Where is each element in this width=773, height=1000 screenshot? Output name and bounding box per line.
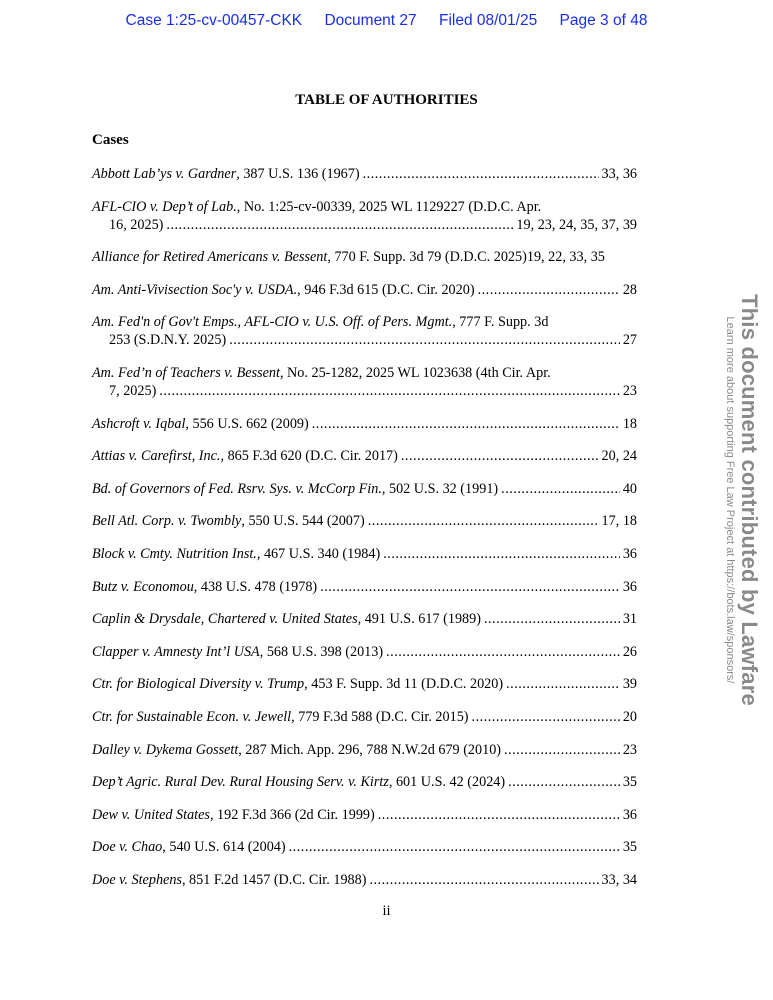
dot-leader: [369, 871, 598, 889]
citation: , 568 U.S. 398 (2013): [259, 643, 384, 660]
case-name: Alliance for Retired Americans v. Bessent: [92, 249, 328, 266]
document-number: Document 27: [324, 12, 417, 29]
ecf-header: [0, 12, 773, 30]
case-name: Am. Fed’n of Teachers v. Bessent: [92, 364, 280, 381]
case-name: Bell Atl. Corp. v. Twombly: [92, 513, 242, 530]
entry-line: [92, 512, 637, 530]
case-name: Dalley v. Dykema Gossett: [92, 741, 239, 758]
dot-leader: [289, 838, 620, 856]
entry-line: [92, 643, 637, 661]
authority-entry: [92, 313, 637, 349]
entry-line: [92, 545, 637, 563]
citation: , 502 U.S. 32 (1991): [381, 480, 499, 497]
dot-leader: [312, 415, 620, 433]
authority-entry: [92, 708, 637, 726]
citation: , 467 U.S. 340 (1984): [256, 545, 381, 562]
dot-leader: [501, 480, 620, 498]
page-references: 35: [622, 774, 637, 791]
page-references: 33, 36: [601, 166, 637, 182]
page-references: 23: [622, 741, 637, 758]
dot-leader: [229, 331, 620, 349]
entry-line: [92, 675, 637, 693]
entry-line: [92, 364, 637, 382]
entry-line: [92, 281, 637, 299]
authority-entry: [92, 741, 637, 759]
citation: , 777 F. Supp. 3d: [452, 314, 549, 331]
entry-line: [92, 773, 637, 791]
entry-line-continued: [92, 382, 637, 400]
page-references: 20: [622, 708, 637, 725]
authority-entry: [92, 415, 637, 433]
page-references: 39: [622, 676, 637, 693]
entry-line: [92, 838, 637, 856]
case-name: Abbott Lab’ys v. Gardner: [92, 166, 237, 182]
authority-entry: [92, 806, 637, 824]
authority-entry: [92, 871, 637, 889]
citation: , No. 1:25-cv-00339, 2025 WL 1129227 (D.D.C. Apr.: [236, 198, 542, 215]
page-references: 31: [622, 611, 637, 628]
page-references: 36: [622, 578, 637, 595]
authority-entry: [92, 578, 637, 596]
citation: , 550 U.S. 544 (2007): [241, 513, 365, 530]
authority-entry: [92, 364, 637, 400]
authority-entry: [92, 610, 637, 628]
page-references: 18: [622, 415, 637, 432]
page-references: 26: [622, 643, 637, 660]
citation: , 438 U.S. 478 (1978): [193, 578, 318, 595]
citation: , 540 U.S. 614 (2004): [162, 839, 286, 856]
entry-line: [92, 741, 637, 759]
dot-leader: [383, 545, 620, 563]
dot-leader: [508, 773, 620, 791]
case-name: Ctr. for Sustainable Econ. v. Jewell: [92, 708, 292, 725]
page-references: 17, 18: [601, 513, 637, 530]
section-heading: Cases: [92, 132, 129, 148]
authority-entry: [92, 447, 637, 465]
dot-leader: [159, 382, 620, 400]
dot-leader: [363, 165, 599, 183]
citation: , 779 F.3d 588 (D.C. Cir. 2015): [291, 708, 469, 725]
page-references: 28: [622, 281, 637, 298]
entry-line-continued: [92, 216, 637, 234]
page-of-total: Page 3 of 48: [559, 12, 648, 29]
authority-entry: [92, 248, 637, 266]
authority-entry: [92, 545, 637, 563]
case-name: Dew v. United States,: [92, 806, 214, 823]
citation-continued: 253 (S.D.N.Y. 2025): [109, 332, 227, 349]
authority-entry: [92, 198, 637, 234]
dot-leader: [484, 610, 620, 628]
authority-entry: [92, 773, 637, 791]
dot-leader: [478, 281, 620, 299]
authority-entry: [92, 643, 637, 661]
authority-entry: [92, 480, 637, 498]
citation: , 453 F. Supp. 3d 11 (D.D.C. 2020): [304, 676, 504, 693]
entry-line-continued: [92, 331, 637, 349]
citation: , 556 U.S. 662 (2009): [185, 415, 309, 432]
page-title: TABLE OF AUTHORITIES: [295, 92, 478, 108]
page-references: 19, 23, 24, 35, 37, 39: [516, 216, 637, 233]
dot-leader: [378, 806, 620, 824]
page-references: 40: [622, 480, 637, 497]
filed-date: Filed 08/01/25: [438, 12, 538, 29]
page-references: 27: [622, 332, 637, 349]
citation: , 387 U.S. 136 (1967): [236, 166, 360, 182]
case-name: Ctr. for Biological Diversity v. Trump: [92, 676, 305, 693]
case-name: Butz v. Economou: [92, 578, 194, 595]
citation: , 601 U.S. 42 (2024): [388, 774, 506, 791]
case-name: Doe v. Chao: [92, 839, 163, 856]
dot-leader: [472, 708, 620, 726]
dot-leader: [166, 216, 513, 234]
case-name: AFL-CIO v. Dep’t of Lab.: [92, 198, 237, 215]
entry-line: [92, 447, 637, 465]
authority-entry: [92, 675, 637, 693]
dot-leader: [506, 675, 620, 693]
authority-entry: [92, 512, 637, 530]
case-name: Dep’t Agric. Rural Dev. Rural Housing Serv. v. Kirtz: [92, 774, 389, 791]
authority-entry: [92, 165, 637, 183]
entry-line: [92, 415, 637, 433]
page-number: ii: [382, 903, 391, 919]
page-references: 20, 24: [601, 448, 637, 465]
page-references: 36: [622, 806, 637, 823]
case-name: Block v. Cmty. Nutrition Inst.: [92, 545, 257, 562]
citation: , 287 Mich. App. 296, 788 N.W.2d 679 (2010): [238, 741, 502, 758]
entry-line: [92, 165, 637, 183]
citation: , No. 25-1282, 2025 WL 1023638 (4th Cir. Apr.: [279, 364, 551, 381]
dot-leader: [504, 741, 620, 759]
citation: , 865 F.3d 620 (D.C. Cir. 2017): [220, 448, 398, 465]
dot-leader: [320, 578, 620, 596]
citation: , 491 U.S. 617 (1989): [357, 611, 481, 628]
entry-line: [92, 198, 637, 216]
page-references: 33, 34: [601, 871, 637, 888]
dot-leader: [401, 447, 599, 465]
entry-line: [92, 313, 637, 331]
entry-line: [92, 610, 637, 628]
dot-leader: [368, 512, 599, 530]
case-name: Ashcroft v. Iqbal: [92, 415, 186, 432]
entry-line: [92, 806, 637, 824]
case-name: Clapper v. Amnesty Int’l USA: [92, 643, 260, 660]
page-references: 19, 22, 33, 35: [526, 249, 605, 266]
citation-continued: 7, 2025): [109, 382, 157, 399]
case-name: Caplin & Drysdale, Chartered v. United States: [92, 611, 358, 628]
entry-line: [92, 708, 637, 726]
entry-line: [92, 871, 637, 889]
authorities-list: [92, 165, 637, 903]
case-number: Case 1:25-cv-00457-CKK: [125, 12, 303, 29]
case-name: Doe v. Stephens: [92, 871, 182, 888]
page-references: 35: [622, 839, 637, 856]
authority-entry: [92, 281, 637, 299]
citation-continued: 16, 2025): [109, 216, 164, 233]
citation: , 851 F.2d 1457 (D.C. Cir. 1988): [181, 871, 367, 888]
case-name: Attias v. Carefirst, Inc.: [92, 448, 221, 465]
case-name: Am. Anti-Vivisection Soc'y v. USDA.: [92, 281, 298, 298]
authority-entry: [92, 838, 637, 856]
watermark-title: This document contributed by Lawfare: [737, 294, 762, 706]
entry-line: [92, 578, 637, 596]
page-references: 23: [622, 382, 637, 399]
case-name: Am. Fed'n of Gov't Emps., AFL-CIO v. U.S. Off. of Pers. Mgmt.: [92, 314, 453, 331]
citation: 192 F.3d 366 (2d Cir. 1999): [213, 806, 375, 823]
page-references: 36: [622, 545, 637, 562]
dot-leader: [386, 643, 620, 661]
entry-line: [92, 480, 637, 498]
citation: , 946 F.3d 615 (D.C. Cir. 2020): [297, 281, 475, 298]
citation: , 770 F. Supp. 3d 79 (D.D.C. 2025): [327, 249, 527, 266]
case-name: Bd. of Governors of Fed. Rsrv. Sys. v. McCorp Fin.: [92, 480, 382, 497]
entry-line: [92, 248, 637, 266]
watermark-subtitle: Learn more about supporting Free Law Project at https://bots.law/sponsors/: [724, 316, 736, 684]
watermark: [723, 294, 761, 706]
